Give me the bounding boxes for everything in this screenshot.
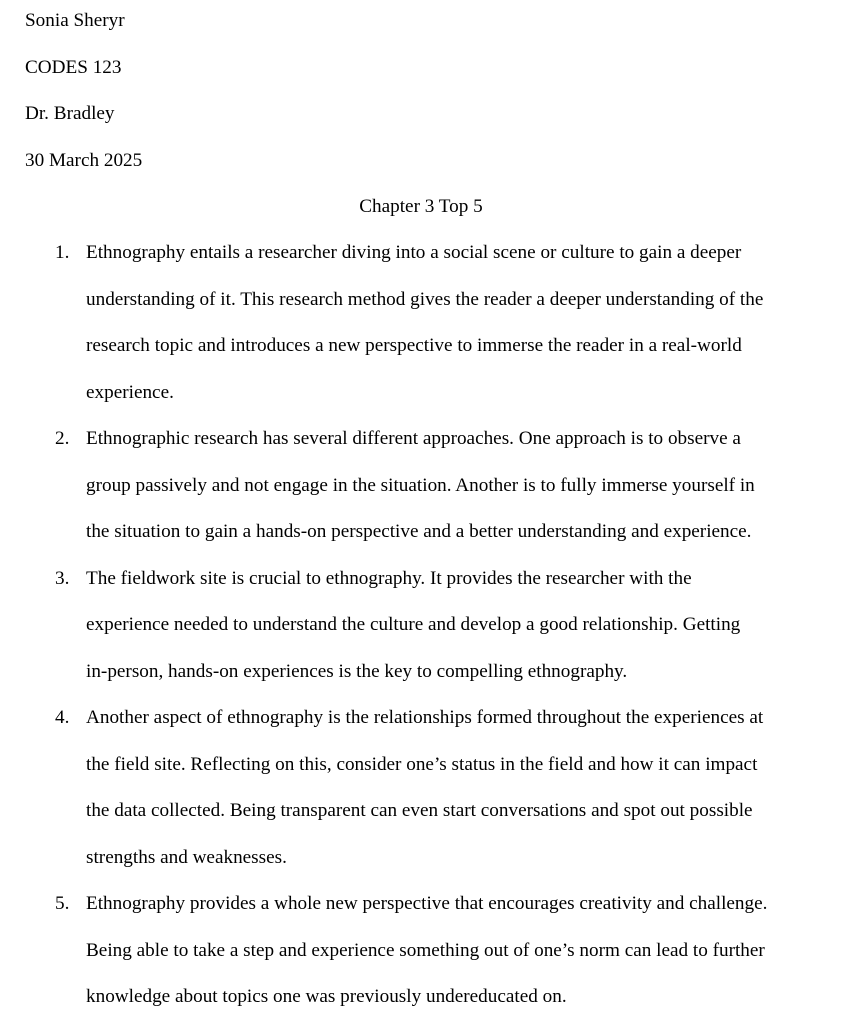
- list-item-text-line: Being able to take a step and experience something out of one’s norm can lead to further: [86, 939, 765, 961]
- list-item-text-line: knowledge about topics one was previously undereducated on.: [86, 986, 567, 1007]
- list-item-text-line: Ethnographic research has several different approaches. One approach is to observe a: [86, 428, 741, 449]
- list-item-text-line: strengths and weaknesses.: [86, 846, 287, 868]
- list-item-text-line: group passively and not engage in the situation. Another is to fully immerse yourself in: [86, 474, 755, 496]
- list-item-text-line: the field site. Reflecting on this, consider one’s status in the field and how it can impact: [86, 753, 758, 775]
- list-item-text-line: the data collected. Being transparent can even start conversations and spot out possible: [86, 800, 753, 821]
- list-item-text-line: understanding of it. This research method gives the reader a deeper understanding of the: [86, 288, 764, 310]
- list-item-text-line: research topic and introduces a new perspective to immerse the reader in a real-world: [86, 335, 742, 356]
- page-title: Chapter 3 Top 5: [359, 196, 483, 217]
- list-item-number: 3.: [55, 567, 70, 589]
- list-item-number: 2.: [55, 428, 70, 449]
- instructor-name: Dr. Bradley: [25, 103, 115, 124]
- list-item-number: 4.: [55, 707, 70, 728]
- list-item-number: 5.: [55, 893, 70, 914]
- list-item-text-line: experience.: [86, 381, 174, 403]
- list-item-text-line: in-person, hands-on experiences is the key to compelling ethnography.: [86, 660, 628, 682]
- author-name: Sonia Sheryr: [25, 10, 125, 31]
- list-item-text-line: Ethnography entails a researcher diving into a social scene or culture to gain a deeper: [86, 242, 742, 263]
- list-item-text-line: The fieldwork site is crucial to ethnography. It provides the researcher with the: [86, 567, 692, 589]
- list-item-number: 1.: [55, 242, 70, 263]
- list-item-text-line: Ethnography provides a whole new perspective that encourages creativity and challenge.: [86, 893, 768, 914]
- course-code: CODES 123: [25, 57, 122, 78]
- list-item-text-line: experience needed to understand the culture and develop a good relationship. Getting: [86, 614, 741, 635]
- list-item-text-line: the situation to gain a hands-on perspective and a better understanding and experience.: [86, 521, 752, 542]
- list-item-text-line: Another aspect of ethnography is the relationships formed throughout the experiences at: [86, 707, 764, 728]
- document-date: 30 March 2025: [25, 150, 143, 171]
